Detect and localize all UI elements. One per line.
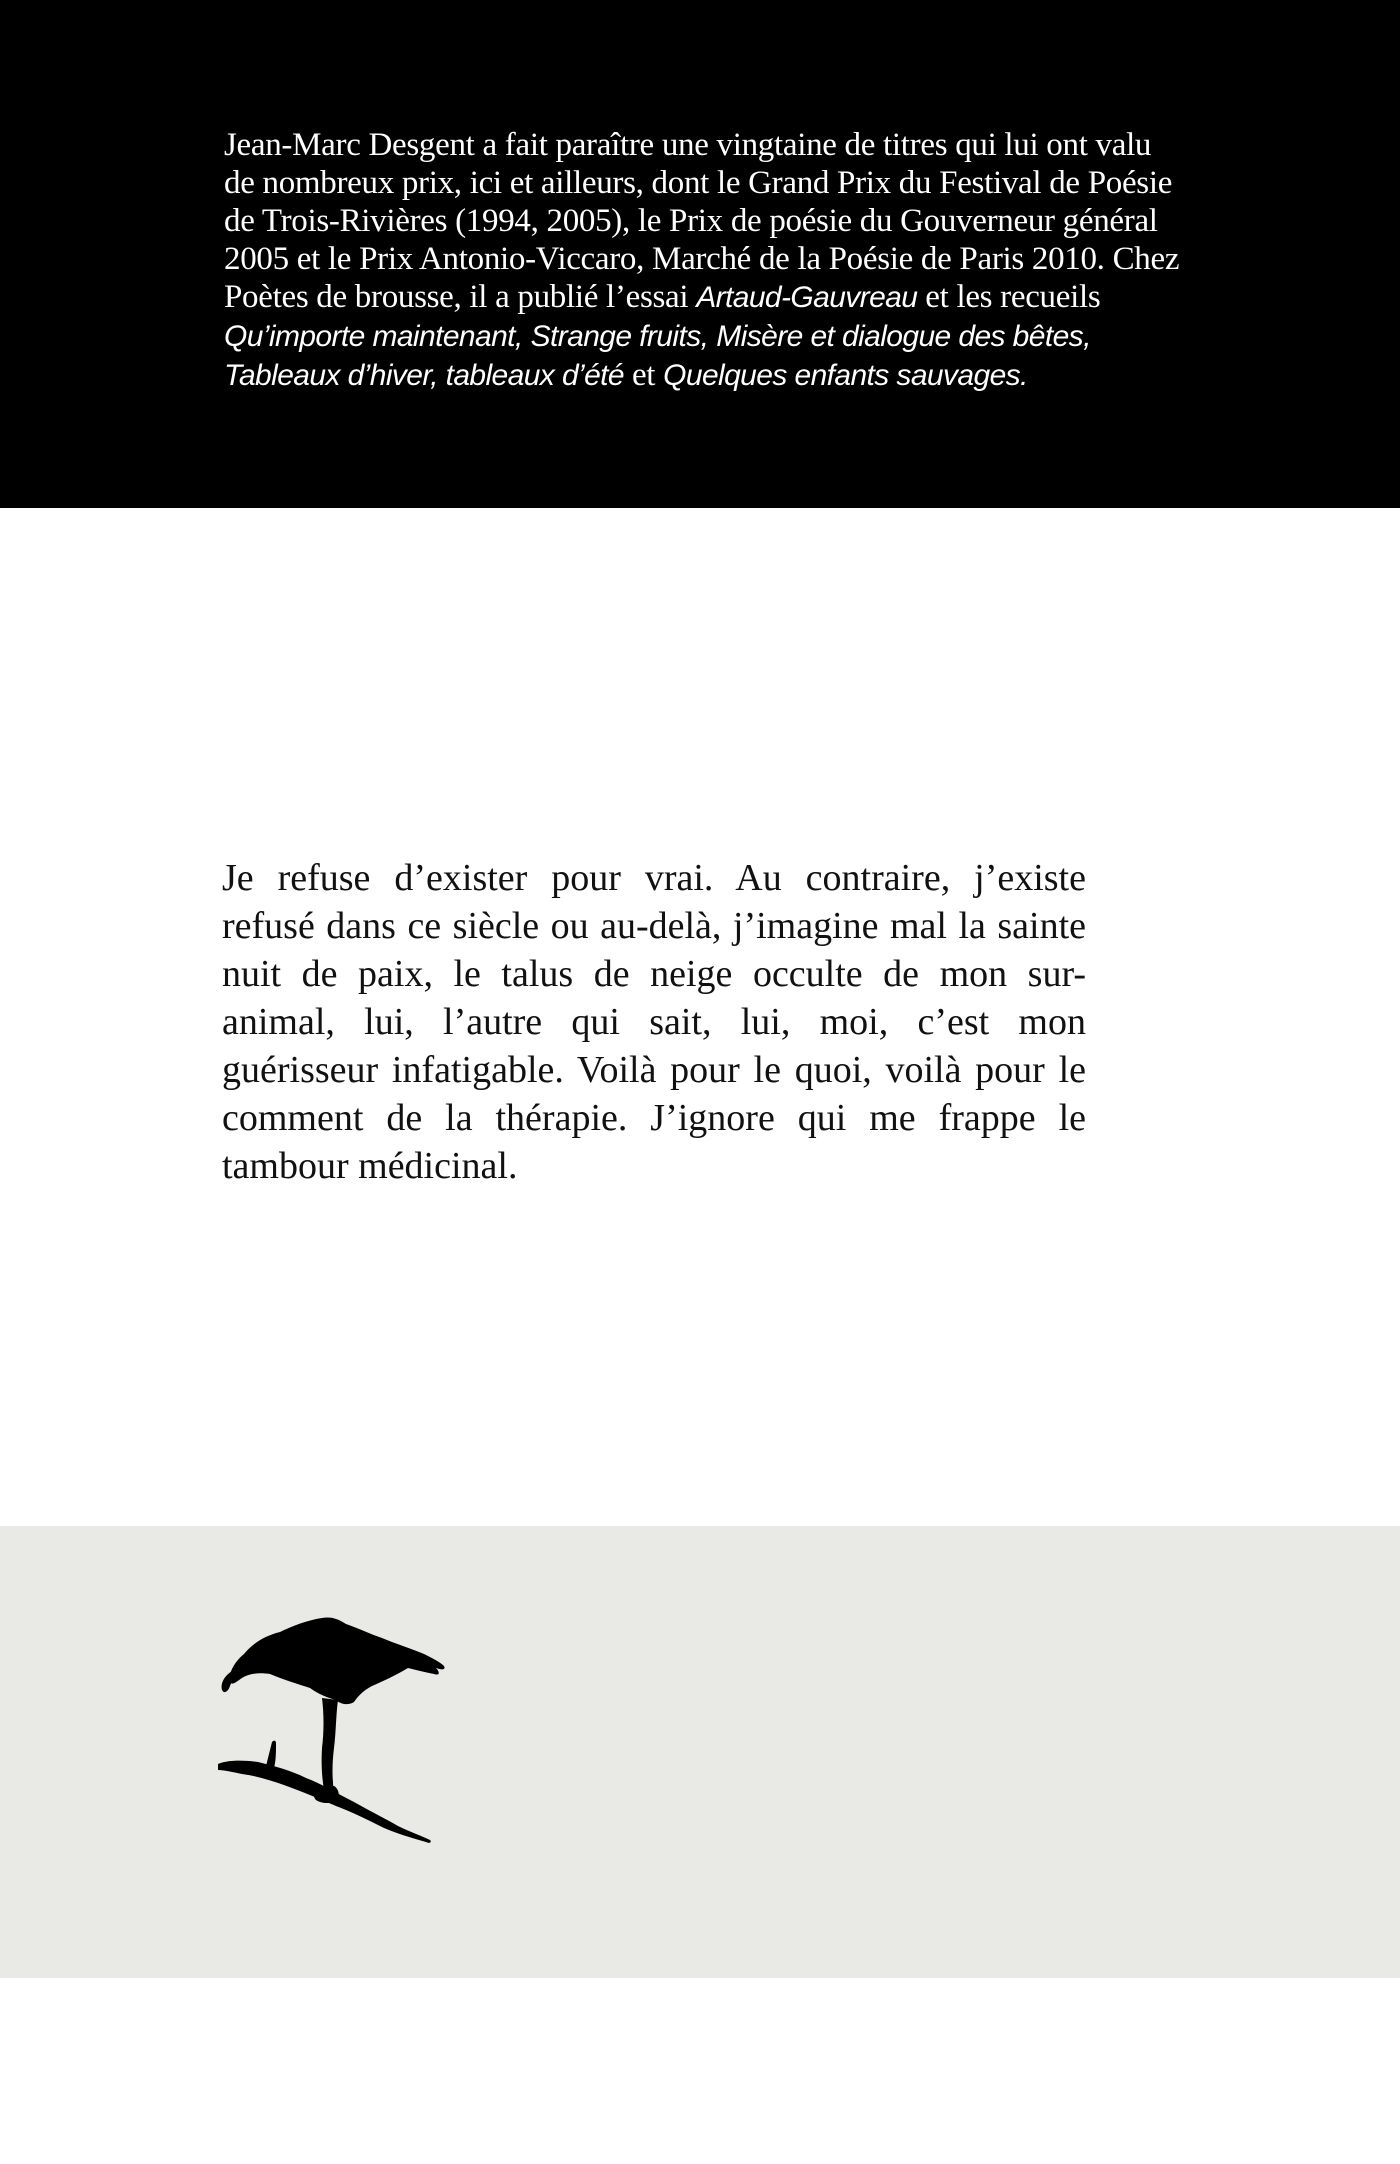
- bio-title-artaud-gauvreau: Artaud-Gauvreau: [696, 281, 918, 314]
- bio-title-qu-importe-maintenant: Qu’importe maintenant,: [224, 320, 523, 353]
- author-bio: [224, 126, 1184, 395]
- bio-title-quelques-enfants-sauvages: Quelques enfants sauvages.: [663, 359, 1028, 392]
- bio-text-3: et: [624, 357, 664, 393]
- author-bio-band: [0, 0, 1400, 508]
- crow-silhouette: [218, 1617, 445, 1842]
- bio-text-2: et les recueils: [917, 279, 1101, 315]
- excerpt-text: Je refuse d’exister pour vrai. Au contraire, j’existe refusé dans ce siècle ou au-delà, j’imagine mal la sainte nuit de paix, le talus de neige occulte de mon sur-animal, lui, l’autre qui sait, lui, moi, c’est mon guérisseur infatigable. Voilà pour le quoi, voilà pour le comment de la thérapie. J’ignore qui me frappe le tambour médicinal.: [222, 857, 1086, 1187]
- publisher-logo-svg: [218, 1614, 450, 1844]
- publisher-logo-band: [0, 1526, 1400, 1978]
- crow-on-branch-icon: [218, 1614, 450, 1844]
- bio-text-1: Jean-Marc Desgent a fait paraître une vingtaine de titres qui lui ont valu de nombreux prix, ici et ailleurs, dont le Grand Prix du Festival de Poésie de Trois-Rivières (1994, 2005), le Prix de poésie du Gouverneur général 2005 et le Prix Antonio-Viccaro, Marché de la Poésie de Paris 2010. Chez Poètes de brousse, il a publié l’essai: [224, 127, 1180, 315]
- bio-title-strange-fruits: Strange fruits,: [530, 320, 709, 353]
- bio-title-misere-et-dialogue: Misère et dialogue des bêtes,: [716, 320, 1091, 353]
- bio-title-tableaux: Tableaux d’hiver, tableaux d’été: [224, 359, 624, 392]
